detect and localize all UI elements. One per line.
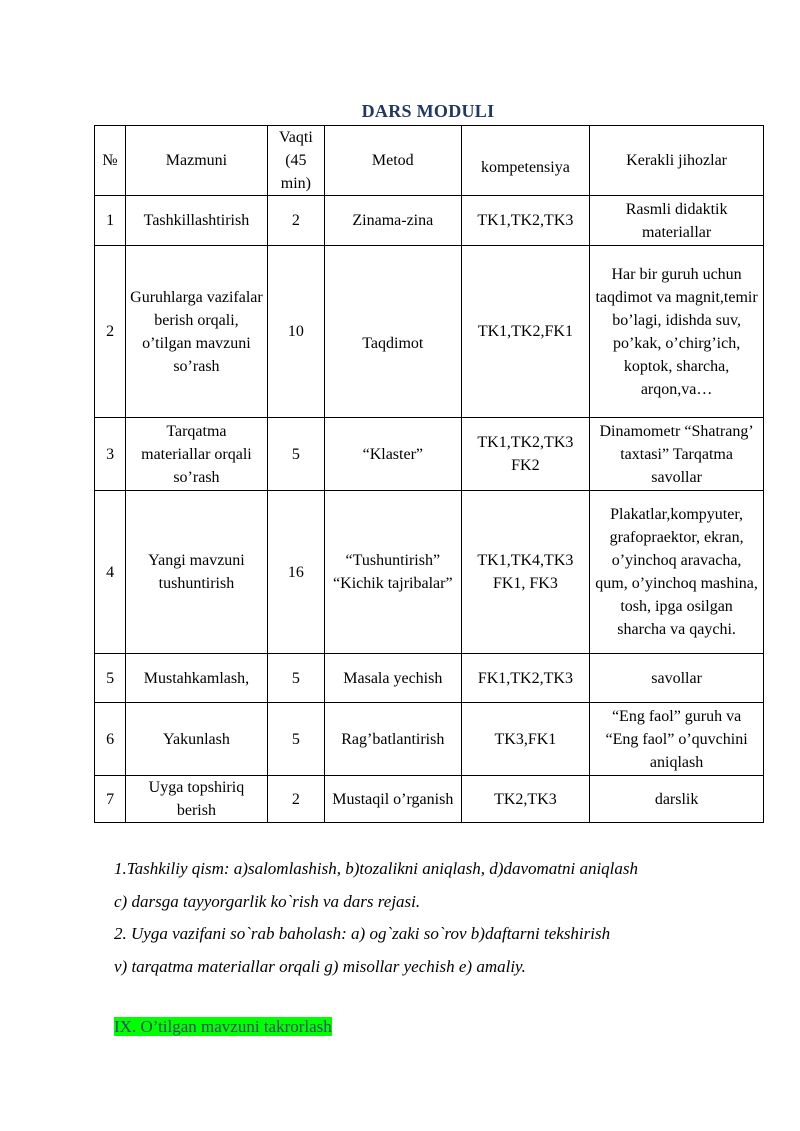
table-row — [95, 491, 764, 654]
note-line: 2. Uyga vazifani so`rab baholash: a) og`zaki so`rov b)daftarni tekshirish — [114, 924, 611, 943]
cell-time: 5 — [267, 654, 324, 703]
cell-method: “Tushuntirish” “Kichik tajribalar” — [325, 491, 462, 654]
header-competence: kompetensiya — [461, 126, 590, 196]
cell-competence: TK1,TK2,TK3 — [461, 196, 590, 246]
cell-competence: TK1,TK2,FK1 — [461, 246, 590, 418]
cell-time: 2 — [267, 776, 324, 823]
table-row — [95, 654, 764, 703]
cell-content: Yangi mavzuni tushuntirish — [126, 491, 268, 654]
cell-method: Masala yechish — [325, 654, 462, 703]
cell-time: 10 — [267, 246, 324, 418]
cell-equipment: savollar — [590, 654, 764, 703]
cell-method: Rag’batlantirish — [325, 703, 462, 776]
cell-equipment: darslik — [590, 776, 764, 823]
cell-competence: TK1,TK4,TK3 FK1, FK3 — [461, 491, 590, 654]
cell-number: 4 — [95, 491, 126, 654]
lesson-notes — [114, 853, 754, 983]
table-row — [95, 246, 764, 418]
table-row — [95, 703, 764, 776]
cell-method: Zinama-zina — [325, 196, 462, 246]
module-title: DARS MODULI — [361, 101, 495, 121]
cell-method: “Klaster” — [325, 418, 462, 491]
cell-equipment: Plakatlar,kompyuter, grafopraektor, ekran, o’yinchoq aravacha, qum, o’yinchoq mashina, tosh, ipga osilgan sharcha va qaychi. — [590, 491, 764, 654]
cell-equipment: Dinamometr “Shatrang’ taxtasi” Tarqatma savollar — [590, 418, 764, 491]
cell-content: Yakunlash — [126, 703, 268, 776]
lesson-module-table — [94, 125, 764, 823]
cell-equipment: Rasmli didaktik materiallar — [590, 196, 764, 246]
cell-number: 2 — [95, 246, 126, 418]
section-heading-text: IX. O’tilgan mavzuni takrorlash — [114, 1017, 332, 1036]
cell-competence: FK1,TK2,TK3 — [461, 654, 590, 703]
cell-content: Tashkillashtirish — [126, 196, 268, 246]
note-line: c) darsga tayyorgarlik ko`rish va dars rejasi. — [114, 891, 421, 911]
cell-content: Guruhlarga vazifalar berish orqali, o’tilgan mavzuni so’rash — [126, 246, 268, 418]
cell-method: Mustaqil o’rganish — [325, 776, 462, 823]
header-content: Mazmuni — [126, 126, 268, 196]
cell-equipment: “Eng faol” guruh va “Eng faol” o’quvchini aniqlash — [590, 703, 764, 776]
cell-method: Taqdimot — [325, 246, 462, 418]
cell-number: 1 — [95, 196, 126, 246]
cell-number: 6 — [95, 703, 126, 776]
cell-time: 16 — [267, 491, 324, 654]
cell-equipment: Har bir guruh uchun taqdimot va magnit,temir bo’lagi, idishda suv, po’kak, o’chirg’ich, koptok, sharcha, arqon,va… — [590, 246, 764, 418]
cell-number: 7 — [95, 776, 126, 823]
cell-time: 2 — [267, 196, 324, 246]
section-heading — [114, 1017, 332, 1037]
cell-content: Tarqatma materiallar orqali so’rash — [126, 418, 268, 491]
cell-content: Uyga topshiriq berish — [126, 776, 268, 823]
header-equipment: Kerakli jihozlar — [590, 126, 764, 196]
cell-number: 5 — [95, 654, 126, 703]
table-header-row — [95, 126, 764, 196]
cell-content: Mustahkamlash, — [126, 654, 268, 703]
table-row — [95, 196, 764, 246]
header-method: Metod — [325, 126, 462, 196]
header-time: Vaqti (45 min) — [267, 126, 324, 196]
cell-competence: TK2,TK3 — [461, 776, 590, 823]
cell-number: 3 — [95, 418, 126, 491]
note-line: v) tarqatma materiallar orqali g) misollar yechish e) amaliy. — [114, 956, 526, 976]
note-line: 1.Tashkiliy qism: a)salomlashish, b)tozalikni aniqlash, d)davomatni aniqlash — [114, 859, 639, 878]
cell-time: 5 — [267, 418, 324, 491]
table-row — [95, 418, 764, 491]
cell-time: 5 — [267, 703, 324, 776]
header-number: № — [95, 126, 126, 196]
table-row — [95, 776, 764, 823]
cell-competence: TK1,TK2,TK3 FK2 — [461, 418, 590, 491]
cell-competence: TK3,FK1 — [461, 703, 590, 776]
